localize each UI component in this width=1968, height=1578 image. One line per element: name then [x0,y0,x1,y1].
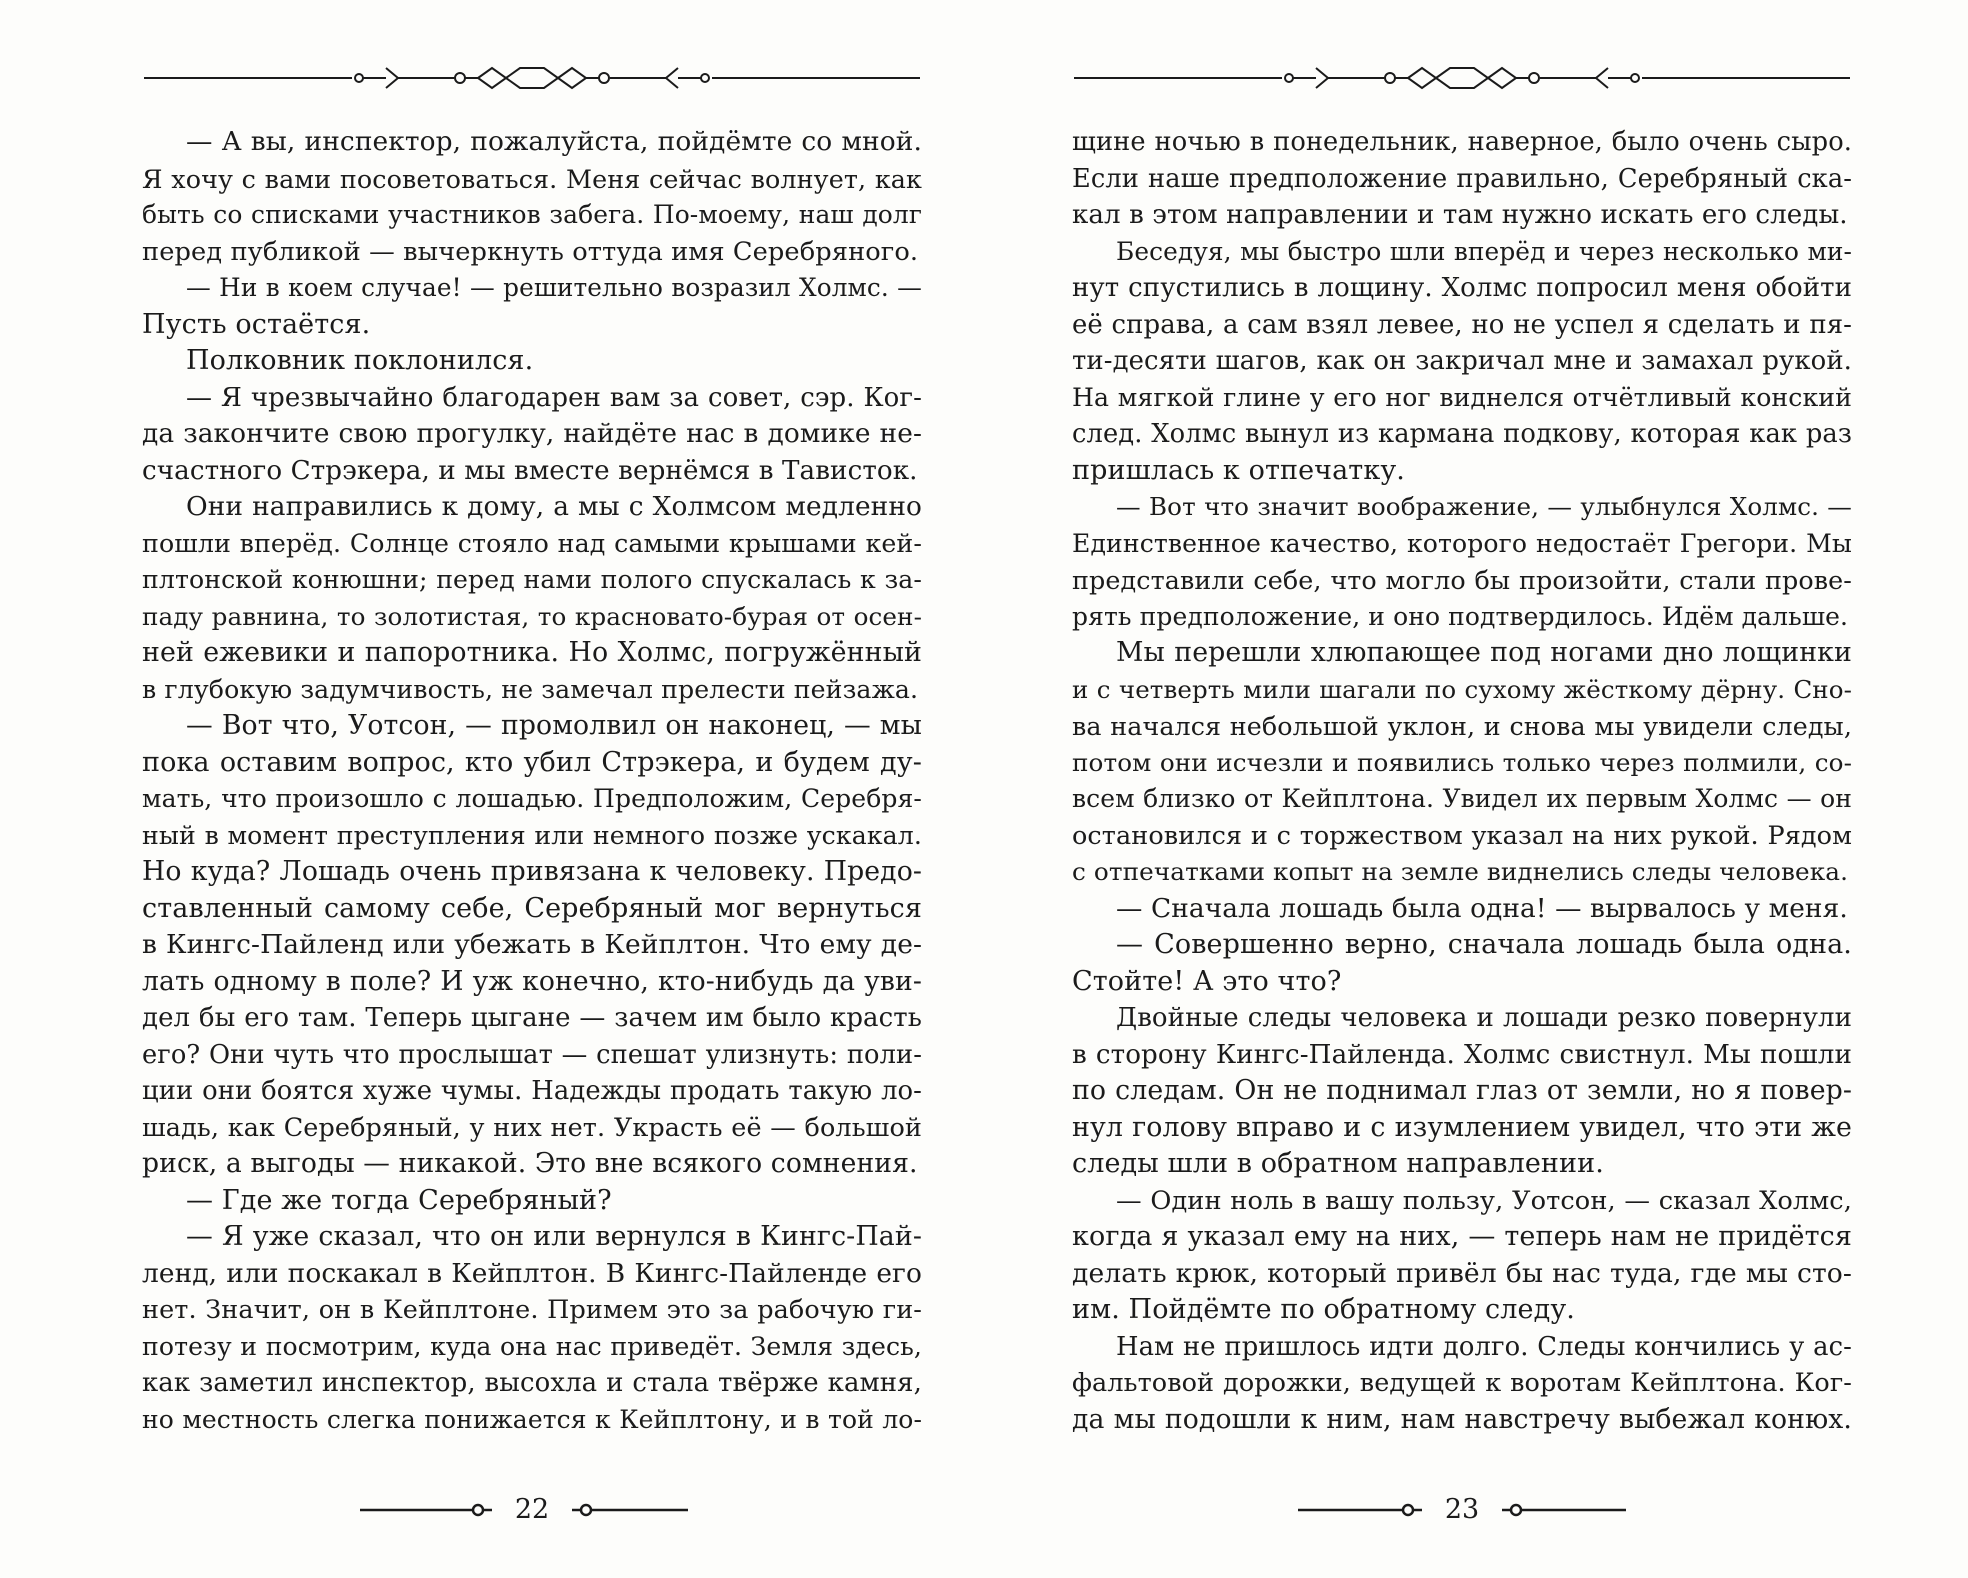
left-page [142,0,922,1578]
text-line: шадь, как Серебряный, у них нет. Украсть её — большой [142,1112,922,1143]
text-line: Нам не пришлось идти долго. Следы кончились у ас- [1116,1331,1852,1362]
text-line: пошли вперёд. Солнце стояло над самыми крышами кей- [142,528,922,558]
text-line: когда я указал ему на них, — теперь нам не придётся [1072,1221,1852,1252]
text-line: — Я уже сказал, что он или вернулся в Кингс-Пай- [186,1221,922,1252]
text-line: да мы подошли к ним, нам навстречу выбежал конюх. [1072,1403,1852,1435]
text-line: ней ежевики и папоротника. Но Холмс, погружённый [142,637,922,668]
page-number: 23 [1444,1494,1480,1525]
text-line: — Совершенно верно, сначала лошадь была одна. [1116,929,1852,960]
text-line: кал в этом направлении и там нужно искать его следы. [1072,200,1848,230]
body-text [1072,124,1852,1438]
text-line: — Вот что, Уотсон, — промолвил он наконец, — мы [186,710,922,741]
text-line: быть со списками участников забега. По-моему, наш долг [142,200,922,229]
text-line: плтонской конюшни; перед нами полого спускалась к за- [142,565,922,594]
text-line: представили себе, что могло бы произойти, стали прове- [1072,565,1852,595]
text-line: паду равнина, то золотистая, то красновато-бурая от осен- [142,601,922,631]
text-line: Пусть остаётся. [142,308,371,340]
text-line: Беседуя, мы быстро шли вперёд и через несколько ми- [1116,236,1852,266]
text-line: счастного Стрэкера, и мы вместе вернёмся в Тависток. [142,455,918,486]
header-ornament [142,60,922,96]
header-ornament [1072,60,1852,96]
text-line: — Сначала лошадь была одна! — вырвалось у меня. [1116,893,1848,924]
text-line: — Вот что значит воображение, — улыбнулся Холмс. — [1116,492,1852,521]
text-line: пришлась к отпечатку. [1072,454,1405,486]
text-line: щине ночью в понедельник, наверное, было очень сыро. [1072,127,1852,157]
text-line: следы шли в обратном направлении. [1072,1148,1604,1179]
text-line: На мягкой глине у его ног виднелся отчётливый конский [1072,382,1852,412]
text-line: ва начался небольшой уклон, и снова мы увидели следы, [1072,711,1852,741]
text-line: нут спустились в лощину. Холмс попросил меня обойти [1072,273,1852,303]
text-line: нет. Значит, он в Кейплтоне. Примем это за рабочую ги- [142,1295,922,1325]
text-line: рять предположение, и оно подтвердилось. Идём дальше. [1072,601,1849,631]
text-line: пока оставим вопрос, кто убил Стрэкера, и будем ду- [142,746,922,778]
right-page [1072,0,1852,1578]
text-line: Единственное качество, которого недостаёт Грегори. Мы [1072,528,1852,558]
text-line: Стойте! А это что? [1072,965,1342,997]
text-line: остановился и с торжеством указал на них рукой. Рядом [1072,820,1852,851]
text-line: Они направились к дому, а мы с Холмсом медленно [186,492,922,522]
text-line: Но куда? Лошадь очень привязана к человеку. Предо- [142,856,922,887]
text-line: в сторону Кингс-Пайленда. Холмс свистнул. Мы пошли [1072,1039,1852,1070]
body-text [142,124,922,1438]
text-line: дел бы его там. Теперь цыгане — зачем им было красть [142,1003,922,1033]
text-line: да закончите свою прогулку, найдёте нас в домике не- [142,418,922,449]
text-line: — Ни в коем случае! — решительно возразил Холмс. — [186,273,922,302]
text-line: — А вы, инспектор, пожалуйста, пойдёмте со мной. [186,126,922,157]
text-line: риск, а выгоды — никакой. Это вне всякого сомнения. [142,1148,918,1179]
text-line: Двойные следы человека и лошади резко повернули [1116,1003,1852,1033]
text-line: перед публикой — вычеркнуть оттуда имя Серебряного. [142,236,919,267]
page-number-footer [142,1490,922,1530]
text-line: лать одному в поле? И уж конечно, кто-нибудь да уви- [142,965,922,997]
text-line: и с четверть мили шагали по сухому жёсткому дёрну. Сно- [1072,674,1852,704]
text-line: по следам. Он не поднимал глаз от земли, но я повер- [1072,1075,1852,1106]
text-line: — Один ноль в вашу пользу, Уотсон, — сказал Холмс, [1116,1185,1852,1216]
text-line: мать, что произошло с лошадью. Предположим, Серебря- [142,784,922,813]
text-line: ти-десяти шагов, как он закричал мне и замахал рукой. [1072,346,1852,376]
text-line: Если наше предположение правильно, Серебряный ска- [1072,163,1852,194]
text-line: в глубокую задумчивость, не замечал прелести пейзажа. [142,674,919,704]
text-line: Мы перешли хлюпающее под ногами дно лощинки [1116,637,1852,668]
text-line: Полковник поклонился. [186,345,534,376]
text-line: но местность слегка понижается к Кейплтону, и в той ло- [142,1404,922,1434]
text-line: как заметил инспектор, высохла и стала твёрже камня, [142,1368,922,1398]
text-line: делать крюк, который привёл бы нас туда, где мы сто- [1072,1257,1852,1289]
text-line: им. Пойдёмте по обратному следу. [1072,1294,1575,1325]
text-line: ции они боятся хуже чумы. Надежды продать такую ло- [142,1076,922,1106]
text-line: с отпечатками копыт на земле виднелись следы человека. [1072,857,1849,886]
text-line: Я хочу с вами посоветоваться. Меня сейчас волнует, как [142,163,922,194]
text-line: ленд, или поскакал в Кейплтон. В Кингс-Пайленде его [142,1257,922,1289]
text-line: её справа, а сам взял левее, но не успел я сделать и пя- [1072,309,1852,340]
text-line: нул голову вправо и с изумлением увидел, что эти же [1072,1111,1852,1143]
text-line: его? Они чуть что прослышат — спешат улизнуть: поли- [142,1039,922,1070]
page-number-footer [1072,1490,1852,1530]
text-line: потезу и посмотрим, куда она нас приведёт. Земля здесь, [142,1331,922,1361]
text-line: фальтовой дорожки, ведущей к воротам Кейплтона. Ког- [1072,1368,1852,1398]
page-number: 22 [514,1494,550,1525]
text-line: — Где же тогда Серебряный? [186,1184,612,1216]
text-line: в Кингс-Пайленд или убежать в Кейплтон. Что ему де- [142,929,922,960]
text-line: потом они исчезли и появились только через полмили, со- [1072,747,1852,777]
text-line: — Я чрезвычайно благодарен вам за совет, сэр. Ког- [186,382,922,413]
text-line: ставленный самому себе, Серебряный мог вернуться [142,892,922,924]
text-line: ный в момент преступления или немного позже ускакал. [142,820,922,850]
text-line: след. Холмс вынул из кармана подкову, которая как раз [1072,419,1852,449]
text-line: всем близко от Кейплтона. Увидел их первым Холмс — он [1072,784,1852,813]
